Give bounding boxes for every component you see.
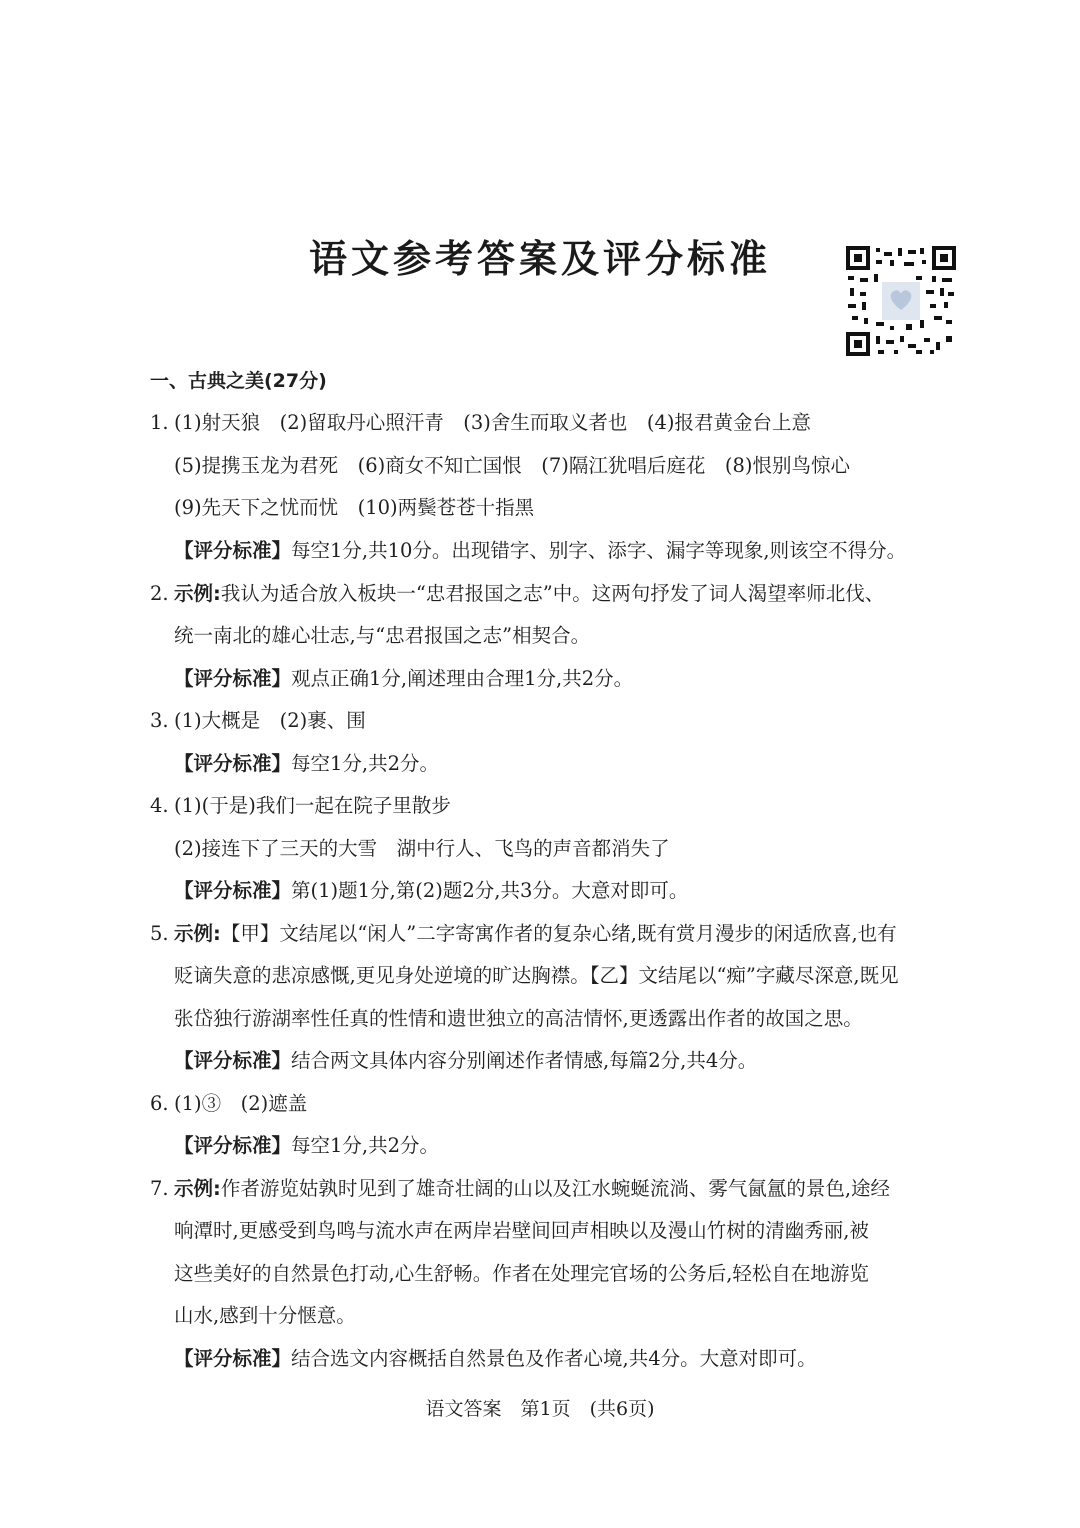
q5-line: 张岱独行游湖率性任真的性情和遗世独立的高洁情怀,更透露出作者的故国之思。 [174, 1007, 863, 1030]
standard-label: 【评分标准】 [174, 539, 292, 562]
standard-text: 每空1分,共10分。出现错字、别字、添字、漏字等现象,则该空不得分。 [291, 539, 907, 562]
standard-text: 结合两文具体内容分别阐述作者情感,每篇2分,共4分。 [291, 1049, 758, 1072]
q2-line: 示例:我认为适合放入板块一“忠君报国之志”中。这两句抒发了词人渴望率师北伐、 [174, 582, 885, 605]
q7-line: 响潭时,更感受到鸟鸣与流水声在两岸岩壁间回声相映以及漫山竹树的清幽秀丽,被 [174, 1219, 869, 1242]
standard-label: 【评分标准】 [174, 879, 292, 902]
standard-label: 【评分标准】 [174, 752, 292, 775]
example-label: 示例: [174, 1177, 221, 1200]
standard-label: 【评分标准】 [174, 1134, 292, 1157]
q6-number: 6. [150, 1092, 169, 1115]
example-label: 示例: [174, 922, 221, 945]
q7-number: 7. [150, 1177, 169, 1200]
q6-standard [174, 1133, 439, 1159]
q1-line: (1)射天狼 (2)留取丹心照汗青 (3)舍生而取义者也 (4)报君黄金台上意 [174, 411, 811, 434]
q7-line: 这些美好的自然景色打动,心生舒畅。作者在处理完官场的公务后,轻松自在地游览 [174, 1262, 869, 1285]
q1-line: (9)先天下之忧而忧 (10)两鬓苍苍十指黑 [174, 496, 535, 519]
q3-number: 3. [150, 709, 169, 732]
q5-standard [174, 1048, 757, 1074]
example-label: 示例: [174, 582, 221, 605]
q5-number: 5. [150, 922, 169, 945]
q6-line: (1)③ (2)遮盖 [174, 1092, 308, 1115]
q4-number: 4. [150, 794, 169, 817]
standard-text: 观点正确1分,阐述理由合理1分,共2分。 [291, 667, 634, 690]
standard-text: 每空1分,共2分。 [291, 752, 440, 775]
page-footer: 语文答案 第1页 (共6页) [425, 1398, 655, 1420]
q5-line: 示例:【甲】文结尾以“闲人”二字寄寓作者的复杂心绪,既有赏月漫步的闲适欣喜,也有 [174, 922, 897, 945]
q3-line: (1)大概是 (2)裹、围 [174, 709, 366, 732]
q4-line: (2)接连下了三天的大雪 湖中行人、飞鸟的声音都消失了 [174, 837, 670, 860]
standard-label: 【评分标准】 [174, 1049, 292, 1072]
q2-number: 2. [150, 582, 169, 605]
q7-line: 示例:作者游览姑孰时见到了雄奇壮阔的山以及江水蜿蜒流淌、雾气氤氲的景色,途经 [174, 1177, 891, 1200]
q7-standard [174, 1346, 817, 1372]
page-title: 语文参考答案及评分标准 [308, 237, 771, 281]
qr-code [846, 246, 956, 356]
standard-text: 第(1)题1分,第(2)题2分,共3分。大意对即可。 [291, 879, 689, 902]
q4-standard [174, 878, 688, 904]
standard-label: 【评分标准】 [174, 667, 292, 690]
standard-text: 每空1分,共2分。 [291, 1134, 440, 1157]
q1-number: 1. [150, 411, 169, 434]
q1-standard [174, 538, 906, 564]
q5-line: 贬谪失意的悲凉感慨,更见身处逆境的旷达胸襟。【乙】文结尾以“痴”字藏尽深意,既见 [174, 964, 899, 987]
q2-standard [174, 666, 633, 692]
q7-line: 山水,感到十分惬意。 [174, 1304, 356, 1327]
standard-text: 结合选文内容概括自然景色及作者心境,共4分。大意对即可。 [291, 1347, 817, 1370]
q1-line: (5)提携玉龙为君死 (6)商女不知亡国恨 (7)隔江犹唱后庭花 (8)恨别鸟惊心 [174, 454, 850, 477]
q4-line: (1)(于是)我们一起在院子里散步 [174, 794, 451, 817]
q3-standard [174, 751, 439, 777]
standard-label: 【评分标准】 [174, 1347, 292, 1370]
section-heading: 一、古典之美(27分) [150, 370, 327, 392]
q2-line: 统一南北的雄心壮志,与“忠君报国之志”相契合。 [174, 624, 591, 647]
